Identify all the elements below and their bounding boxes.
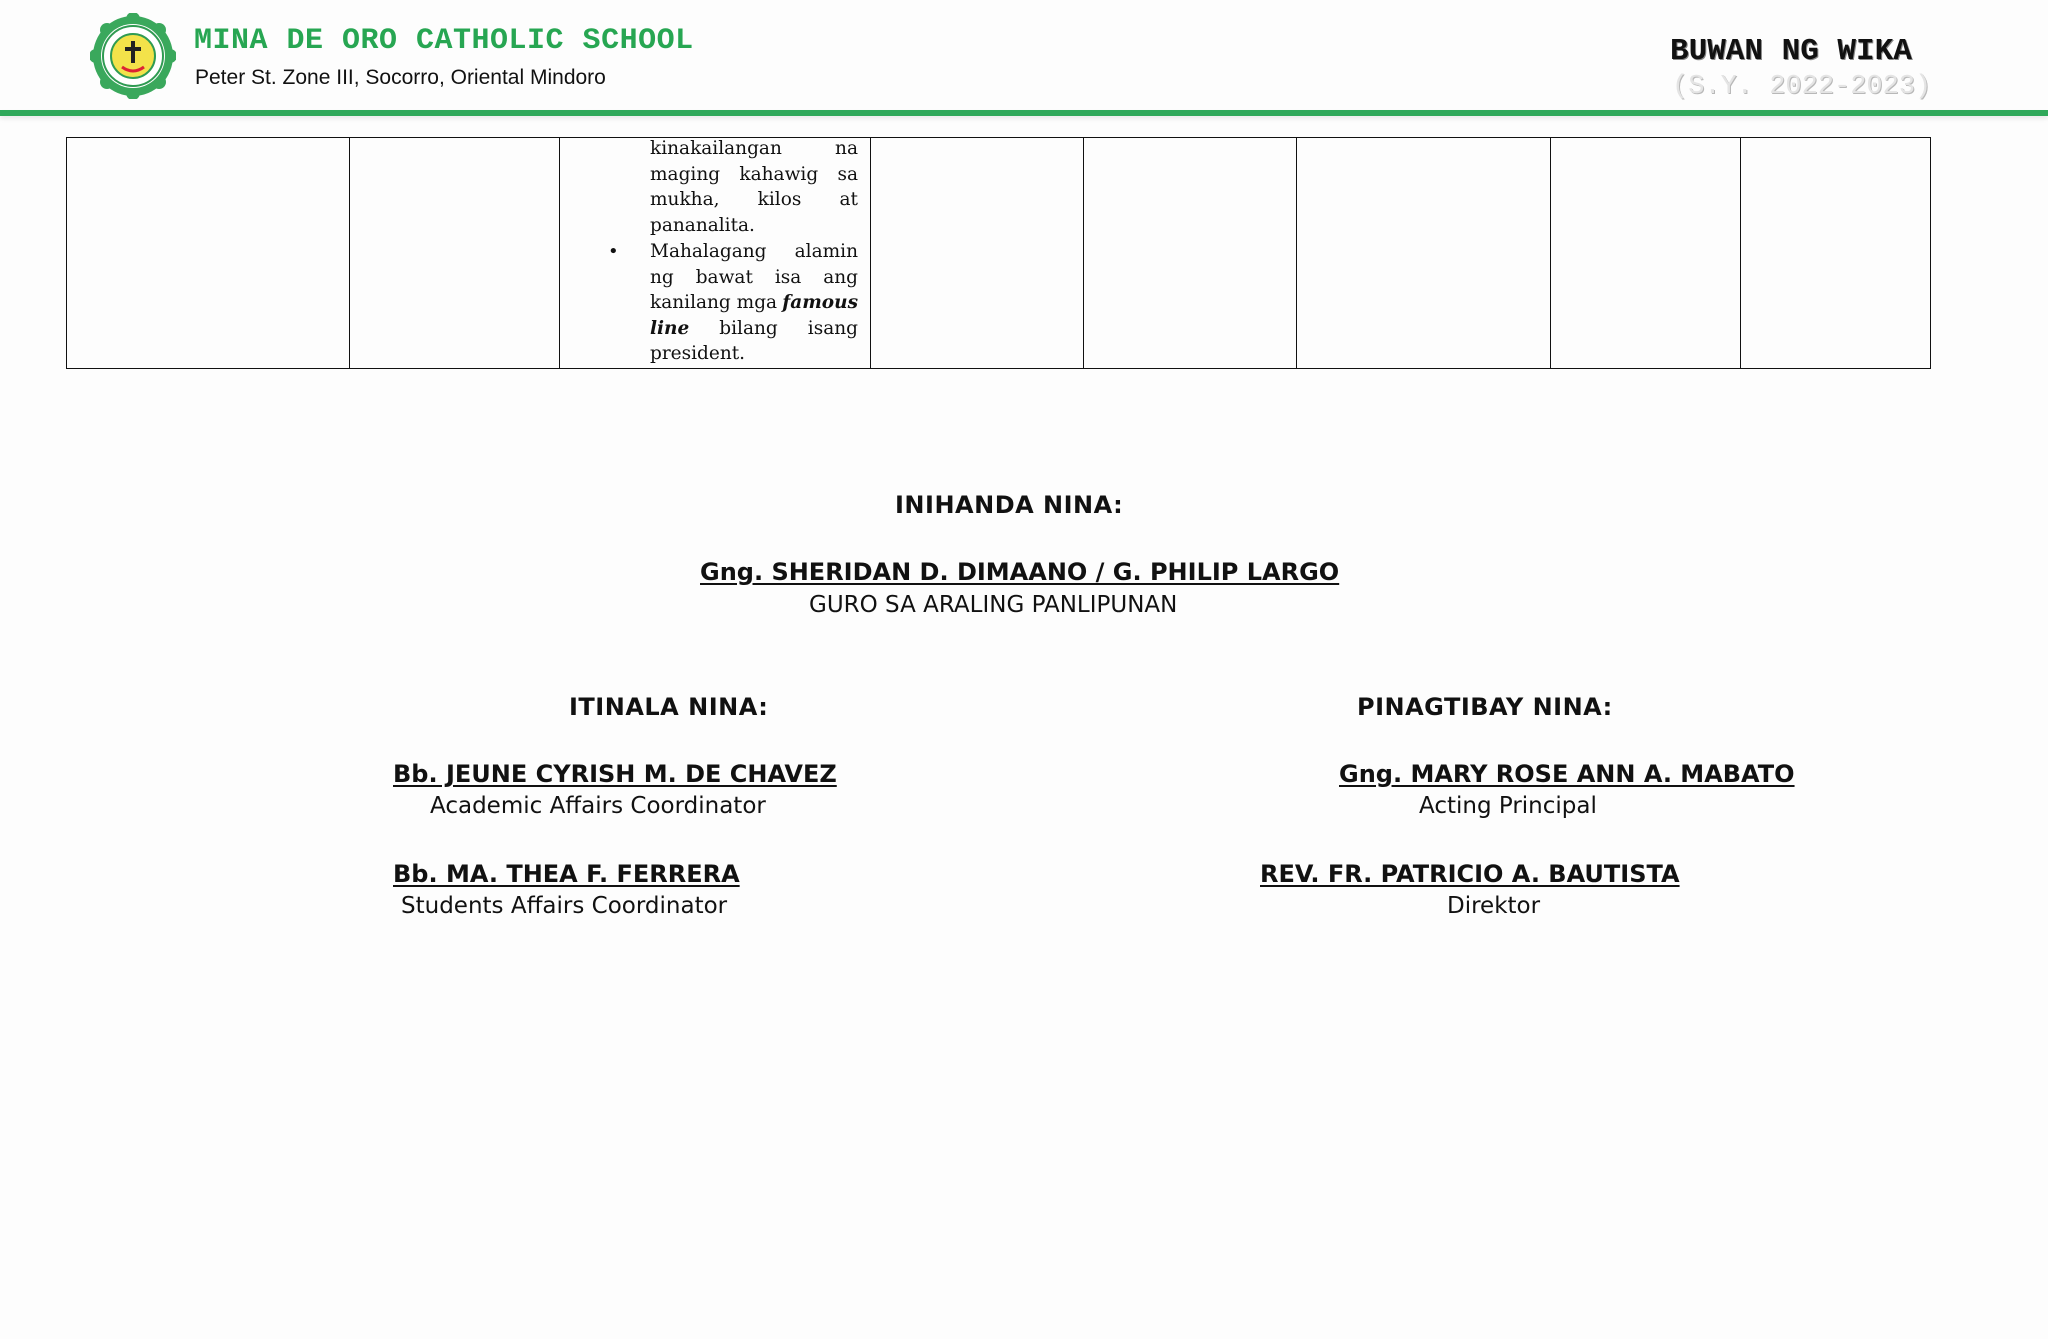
word: bilang <box>719 317 778 339</box>
text-line <box>560 290 870 316</box>
word: at <box>839 189 858 210</box>
bullet-icon: • <box>608 241 619 262</box>
table-cell <box>1551 138 1741 369</box>
table-row <box>67 138 1931 369</box>
table-cell <box>1297 138 1551 369</box>
word: president. <box>650 343 746 364</box>
prepared-by-heading: INIHANDA NINA: <box>895 491 1124 519</box>
approved-by-role-2: Direktor <box>1447 893 1541 919</box>
word: kinakailangan <box>650 138 782 159</box>
word: na <box>835 138 858 159</box>
table-cell <box>1741 138 1931 369</box>
text-line <box>560 162 870 188</box>
event-title: BUWAN NG WIKA <box>1670 34 1912 69</box>
word: mukha, <box>650 189 720 210</box>
word: maging <box>650 163 721 185</box>
word: pananalita. <box>650 214 755 236</box>
noted-by-name-1: Bb. JEUNE CYRISH M. DE CHAVEZ <box>393 760 837 788</box>
school-logo <box>90 13 176 99</box>
noted-by-role-2: Students Affairs Coordinator <box>401 893 728 919</box>
text-line <box>560 187 870 213</box>
word: kahawig <box>739 163 819 185</box>
activity-plan-table <box>66 137 1931 369</box>
word: famous <box>782 292 858 313</box>
word: kilos <box>757 189 802 210</box>
noted-by-name-2: Bb. MA. THEA F. FERRERA <box>393 860 740 888</box>
word: Mahalagang <box>650 241 767 262</box>
word: isang <box>807 317 858 339</box>
text-line <box>560 265 870 291</box>
word: isa <box>774 266 802 288</box>
school-year: (S.Y. 2022-2023) <box>1672 72 1932 102</box>
word: alamin <box>794 241 858 262</box>
approved-by-role-1: Acting Principal <box>1419 793 1597 819</box>
school-address: Peter St. Zone III, Socorro, Oriental Mindoro <box>195 66 606 89</box>
word: line <box>650 317 690 339</box>
text-line <box>560 239 870 265</box>
prepared-by-role: GURO SA ARALING PANLIPUNAN <box>809 592 1178 618</box>
word: kanilang mga <box>650 292 778 313</box>
word: ng <box>650 266 674 288</box>
school-name: MINA DE ORO CATHOLIC SCHOOL <box>194 24 694 58</box>
noted-by-role-1: Academic Affairs Coordinator <box>430 793 766 819</box>
approved-by-name-1: Gng. MARY ROSE ANN A. MABATO <box>1339 760 1795 788</box>
approved-by-heading: PINAGTIBAY NINA: <box>1357 693 1613 721</box>
text-line <box>560 213 870 239</box>
table-cell <box>1084 138 1297 369</box>
word: bawat <box>695 266 753 288</box>
text-line <box>560 341 870 367</box>
prepared-by-name: Gng. SHERIDAN D. DIMAANO / G. PHILIP LARGO <box>700 558 1340 586</box>
description-text <box>560 136 870 367</box>
school-seal-icon <box>90 13 176 99</box>
word: ang <box>823 266 858 288</box>
table-cell <box>871 138 1084 369</box>
table-cell-description <box>560 138 871 369</box>
word: sa <box>837 163 858 185</box>
approved-by-name-2: REV. FR. PATRICIO A. BAUTISTA <box>1260 860 1680 888</box>
text-line <box>560 136 870 162</box>
noted-by-heading: ITINALA NINA: <box>569 693 769 721</box>
text-line <box>560 316 870 342</box>
table-cell <box>67 138 350 369</box>
table-cell <box>350 138 560 369</box>
header-divider <box>0 110 2048 116</box>
